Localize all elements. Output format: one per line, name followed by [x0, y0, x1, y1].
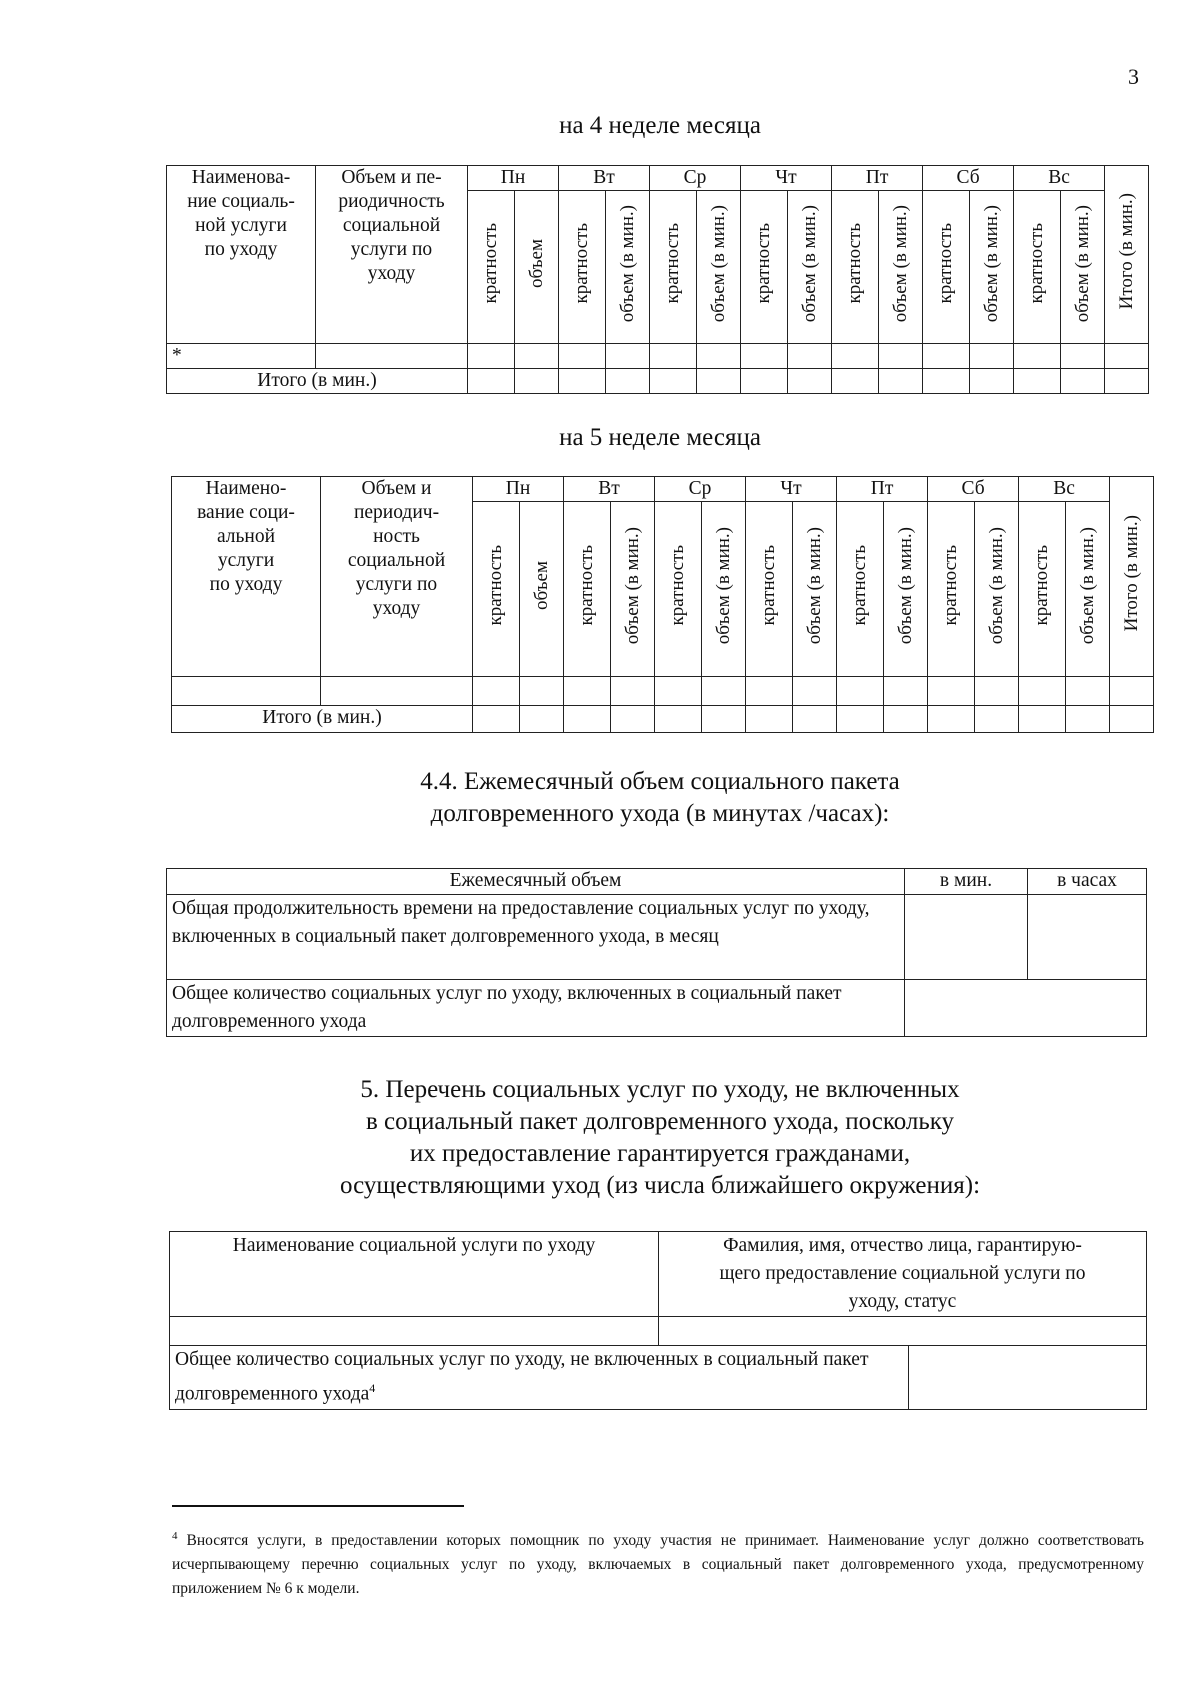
week5-day-tue: Вт: [564, 477, 655, 502]
table-row: [172, 706, 1154, 733]
week4-sub-frequency: кратность: [571, 223, 592, 304]
page-number: 3: [1128, 64, 1139, 89]
week4-day-sat: Сб: [923, 166, 1014, 191]
week4-day-wed: Ср: [650, 166, 741, 191]
week5-day-sat: Сб: [928, 477, 1019, 502]
week4-sub-volume: объем (в мин.): [707, 204, 729, 323]
week5-sub-volume: объем (в мин.): [621, 526, 643, 645]
week4-day-mon: Пн: [468, 166, 559, 191]
table-row: [167, 980, 1147, 1037]
monthly-header-volume: Ежемесячный объем: [167, 869, 905, 895]
week4-sub-volume: объем (в мин.): [1071, 204, 1093, 323]
excluded-header-service: Наименование социальной услуги по уходу: [170, 1232, 659, 1317]
week5-total-col-header: Итого (в мин.): [1120, 514, 1142, 632]
table-row: [170, 1346, 1147, 1410]
week4-sub-frequency: кратность: [1026, 223, 1048, 304]
week5-sub-frequency: кратность: [667, 545, 688, 626]
monthly-row-duration: Общая продолжительность времени на предоставление социальных услуг по уходу, включенных в социальный пакет долговременного ухода, в месяц: [167, 895, 905, 980]
monthly-row-count: Общее количество социальных услуг по уходу, включенных в социальный пакет долговременного ухода: [167, 980, 905, 1037]
week4-sub-volume: объем (в мин.): [798, 204, 820, 323]
week4-col-volume-header: Объем и пе- риодичность социальной услуги по уходу: [316, 166, 468, 344]
week4-day-thu: Чт: [741, 166, 832, 191]
section44-title-line1: 4.4. Ежемесячный объем социального пакета: [420, 768, 900, 795]
week5-sub-volume: объем (в мин.): [985, 526, 1007, 645]
excluded-total-label: Общее количество социальных услуг по уходу, не включенных в социальный пакет долговременного ухода: [175, 1349, 869, 1405]
week4-col-service-header: Наименова- ние социаль- ной услуги по уходу: [167, 166, 316, 344]
footnote: [172, 1524, 1144, 1601]
week5-day-thu: Чт: [746, 477, 837, 502]
week5-sub-frequency: кратность: [758, 545, 780, 626]
week5-day-mon: Пн: [473, 477, 564, 502]
week5-sub-frequency: кратность: [576, 545, 597, 626]
week4-total-row-label: Итого (в мин.): [167, 369, 468, 394]
week5-heading: на 5 неделе месяца: [559, 424, 761, 451]
week4-sub-frequency: кратность: [935, 223, 957, 304]
excluded-services-table: [169, 1231, 1147, 1410]
week4-heading: на 4 неделе месяца: [559, 112, 761, 139]
week5-sub-volume: объем: [530, 561, 552, 610]
week4-total-col-header: Итого (в мин.): [1115, 192, 1137, 310]
table-row: [167, 344, 1149, 369]
table-row: [170, 1317, 1147, 1346]
week5-col-service-header: Наимено- вание соци- альной услуги по уходу: [172, 477, 321, 677]
week4-sub-volume: объем: [525, 239, 547, 288]
week5-sub-volume: объем (в мин.): [712, 526, 734, 645]
week5-col-volume-header: Объем и периодич- ность социальной услуги по уходу: [321, 477, 473, 677]
week4-day-tue: Вт: [559, 166, 650, 191]
week4-sub-frequency: кратность: [480, 223, 501, 304]
week4-table: [166, 165, 1149, 394]
monthly-volume-table: [166, 868, 1147, 1037]
week5-table: [171, 476, 1154, 733]
section5-title-line3: их предоставление гарантируется гражданами,: [409, 1140, 911, 1167]
week5-sub-frequency: кратность: [485, 545, 506, 626]
week4-row-marker: *: [167, 344, 316, 369]
week4-sub-frequency: кратность: [753, 223, 775, 304]
week5-sub-volume: объем (в мин.): [803, 526, 825, 645]
week4-day-fri: Пт: [832, 166, 923, 191]
table-row: [167, 895, 1147, 980]
excluded-header-person: Фамилия, имя, отчество лица, гарантирую- щего предоставление социальной услуги по уходу, статус: [659, 1232, 1147, 1317]
week5-sub-frequency: кратность: [1031, 545, 1053, 626]
week5-day-fri: Пт: [837, 477, 928, 502]
monthly-header-hours: в часах: [1028, 869, 1147, 895]
footnote-separator: [172, 1505, 464, 1507]
excluded-total-row: [170, 1346, 909, 1410]
footnote-ref: 4: [369, 1381, 376, 1395]
section44-title-line2: долговременного ухода (в минутах /часах):: [430, 800, 890, 827]
week5-sub-frequency: кратность: [849, 545, 871, 626]
section44-title: [0, 766, 1200, 830]
week5-sub-frequency: кратность: [940, 545, 962, 626]
week4-sub-volume: объем (в мин.): [616, 204, 638, 323]
section5-title-line2: в социальный пакет долговременного ухода, поскольку: [365, 1108, 955, 1135]
week4-sub-frequency: кратность: [662, 223, 683, 304]
week5-sub-volume: объем (в мин.): [1076, 526, 1098, 645]
week4-sub-volume: объем (в мин.): [980, 204, 1002, 323]
week5-total-row-label: Итого (в мин.): [172, 706, 473, 733]
week5-day-wed: Ср: [655, 477, 746, 502]
week5-sub-volume: объем (в мин.): [894, 526, 916, 645]
section5-title-line1: 5. Перечень социальных услуг по уходу, не включенных: [360, 1076, 960, 1103]
monthly-header-min: в мин.: [905, 869, 1028, 895]
footnote-number: 4: [172, 1530, 178, 1542]
week4-sub-volume: объем (в мин.): [889, 204, 911, 323]
table-row: [172, 677, 1154, 706]
section5-title-line4: осуществляющими уход (из числа ближайшего окружения):: [339, 1172, 981, 1199]
footnote-text: Вносятся услуги, в предоставлении которых помощник по уходу участия не принимает. Наименование услуг должно соответствовать исчерпывающему перечню социальных услуг по уходу, включаемых в социальный пакет долговременного ухода, предусмотренному приложением № 6 к модели.: [172, 1532, 1145, 1598]
week5-day-sun: Вс: [1019, 477, 1110, 502]
week4-day-sun: Вс: [1014, 166, 1105, 191]
table-row: [167, 369, 1149, 394]
week4-sub-frequency: кратность: [844, 223, 866, 304]
section5-title: [0, 1074, 1200, 1202]
